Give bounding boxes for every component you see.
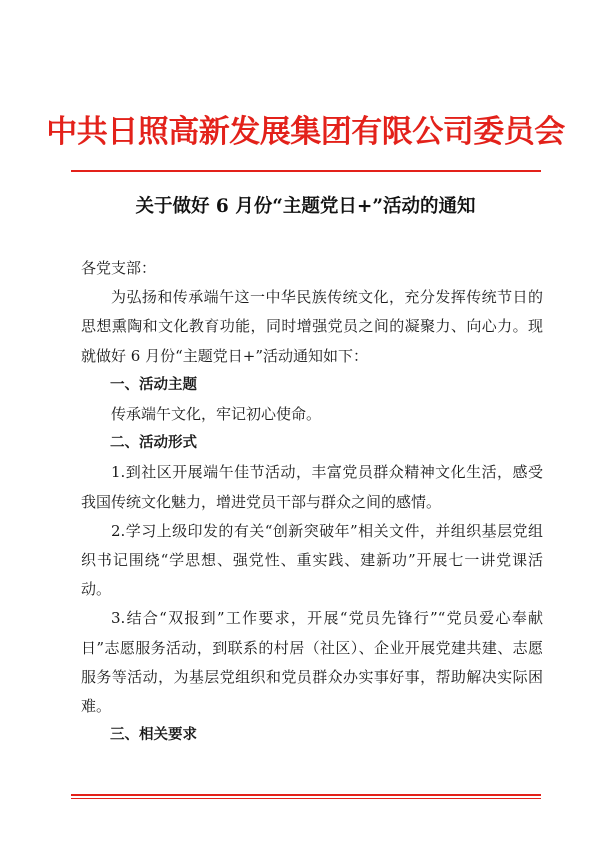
section-theme-text: 传承端午文化，牢记初心使命。: [111, 405, 322, 424]
format-item-2: 2.学习上级印发的有关“创新突破年”相关文件，并组织基层党组织书记围绕“学思想、强党性、重实践、建新功”开展七一讲党课活动。: [81, 521, 543, 599]
format-item-1: 1.到社区开展端午佳节活动，丰富党员群众精神文化生活，感受我国传统文化魅力，增进党员干部与群众之间的感情。: [81, 463, 543, 511]
document-body: [81, 254, 543, 750]
section-heading-requirements: 三、相关要求: [110, 727, 197, 744]
section-heading-theme: 一、活动主题: [110, 376, 197, 393]
section-heading-format: 二、活动形式: [110, 435, 197, 452]
salutation: 各党支部：: [81, 259, 157, 277]
letterhead-red-rule: [71, 170, 541, 172]
format-item-3: 3.结合“双报到”工作要求，开展“党员先锋行”“党员爱心奉献日”志愿服务活动，到联系的村居（社区）、企业开展党建共建、志愿服务等活动，为基层党组织和党员群众办实事好事，帮助解决实际困难。: [81, 609, 543, 716]
footer-red-rule-thick: [71, 794, 541, 796]
intro-paragraph: 为弘扬和传承端午这一中华民族传统文化，充分发挥传统节日的思想熏陶和文化教育功能，同时增强党员之间的凝聚力、向心力。现就做好 6 月份“主题党日+”活动通知如下：: [81, 288, 543, 365]
letterhead-org-name: 中共日照高新发展集团有限公司委员会: [46, 114, 565, 150]
footer-red-rule-thin: [71, 798, 541, 799]
document-title: 关于做好 6 月份“主题党日+”活动的通知: [135, 196, 476, 217]
